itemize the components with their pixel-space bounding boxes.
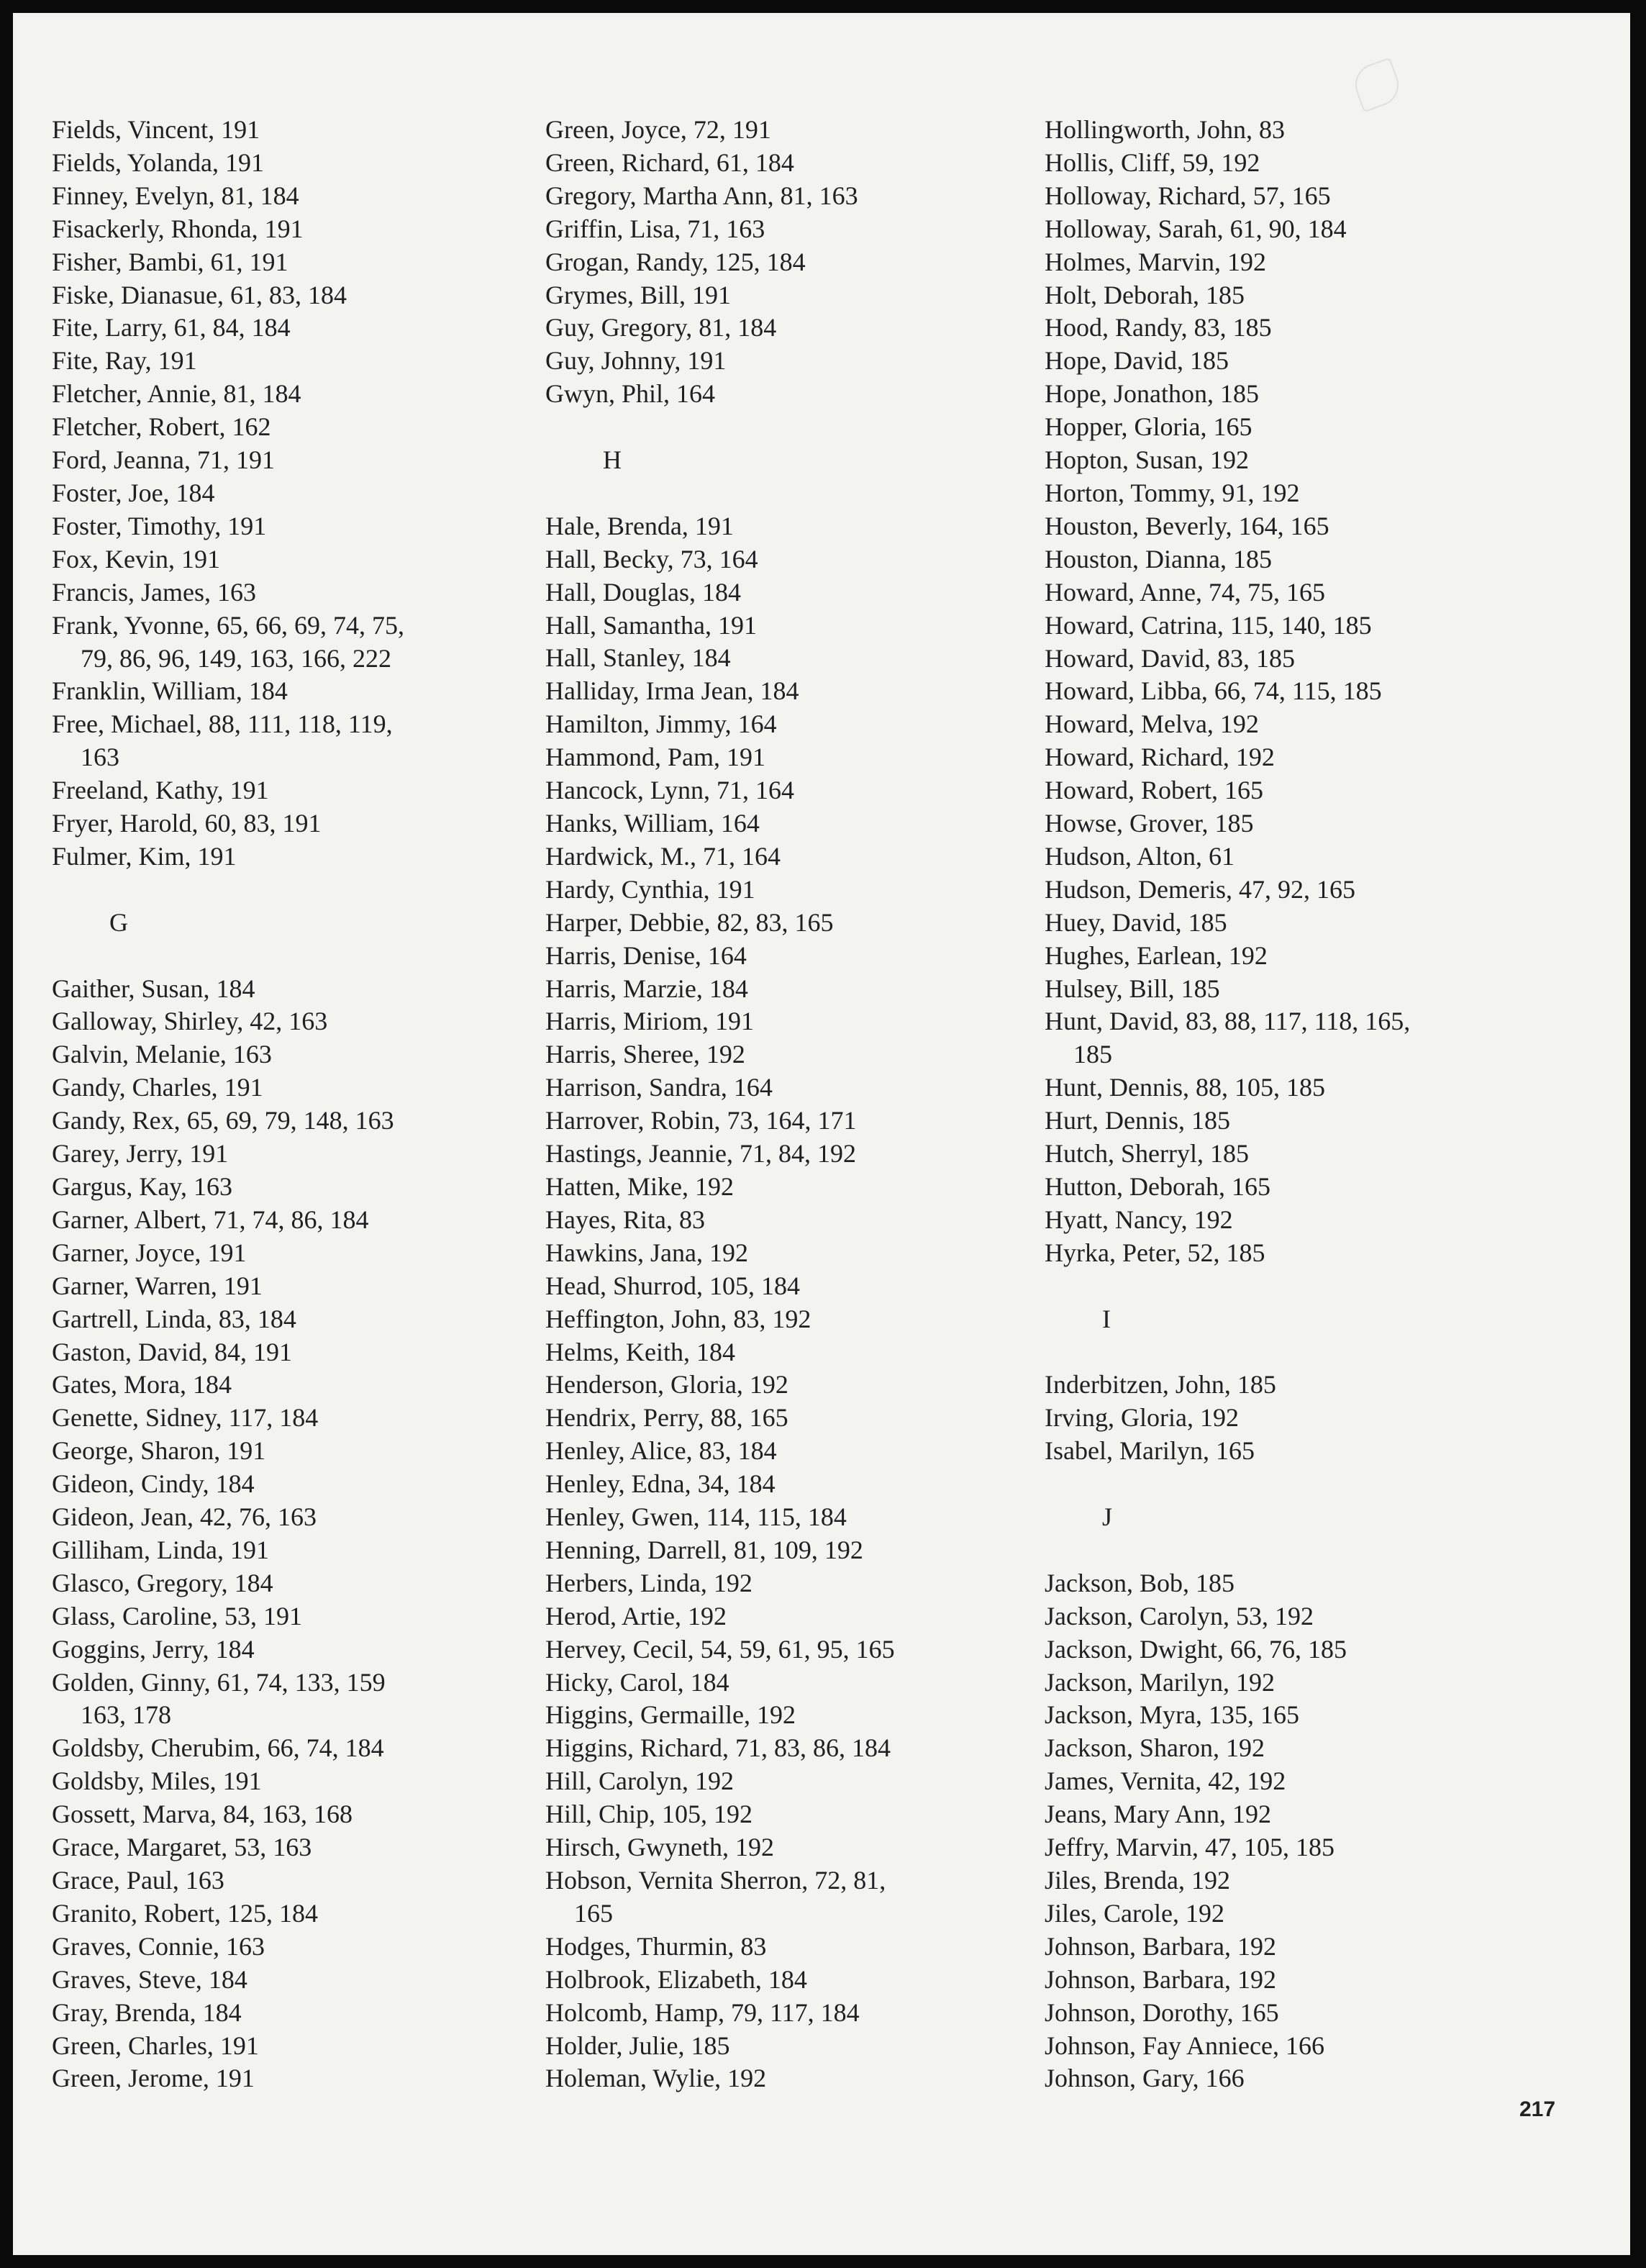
index-entry: Harrover, Robin, 73, 164, 171 (545, 1106, 857, 1135)
index-entry: Grymes, Bill, 191 (545, 280, 731, 309)
index-entry: Fisackerly, Rhonda, 191 (52, 214, 304, 243)
index-entry: Grace, Margaret, 53, 163 (52, 1833, 312, 1862)
index-entry: Henley, Alice, 83, 184 (545, 1436, 777, 1466)
index-entry: Galloway, Shirley, 42, 163 (52, 1007, 328, 1036)
index-entry: Fisher, Bambi, 61, 191 (52, 247, 288, 276)
index-entry: Hall, Becky, 73, 164 (545, 544, 758, 573)
index-entry: Harrison, Sandra, 164 (545, 1073, 773, 1102)
index-entry: Johnson, Dorothy, 165 (1045, 1997, 1279, 2027)
index-entry: Hope, Jonathon, 185 (1045, 379, 1259, 409)
index-entry: Garey, Jerry, 191 (52, 1139, 229, 1169)
index-entry: Green, Charles, 191 (52, 2031, 259, 2060)
index-entry: Higgins, Richard, 71, 83, 86, 184 (545, 1733, 891, 1763)
index-entry: Howard, Catrina, 115, 140, 185 (1045, 610, 1372, 640)
index-entry: Gaston, David, 84, 191 (52, 1337, 292, 1366)
section-letter: G (109, 907, 128, 937)
index-entry: Jiles, Carole, 192 (1045, 1898, 1224, 1928)
index-entry: Hayes, Rita, 83 (545, 1205, 705, 1234)
index-entry: Johnson, Gary, 166 (1045, 2064, 1245, 2093)
index-entry: Gandy, Charles, 191 (52, 1073, 263, 1102)
index-entry: Jackson, Myra, 135, 165 (1045, 1700, 1299, 1730)
index-entry: Howard, Melva, 192 (1045, 709, 1259, 739)
index-entry: Hudson, Demeris, 47, 92, 165 (1045, 874, 1355, 904)
index-entry: Hendrix, Perry, 88, 165 (545, 1403, 788, 1433)
index-entry: Garner, Joyce, 191 (52, 1238, 247, 1267)
index-entry: Hill, Carolyn, 192 (545, 1766, 734, 1796)
index-entry: Gregory, Martha Ann, 81, 163 (545, 181, 858, 210)
index-entry: Hyrka, Peter, 52, 185 (1045, 1238, 1265, 1267)
index-entry: Johnson, Fay Anniece, 166 (1045, 2031, 1324, 2060)
index-entry: Harper, Debbie, 82, 83, 165 (545, 907, 834, 937)
index-entry: Howard, Robert, 165 (1045, 776, 1263, 805)
index-entry: Hodges, Thurmin, 83 (545, 1931, 767, 1961)
index-entry: Hanks, William, 164 (545, 809, 760, 838)
index-entry: Hobson, Vernita Sherron, 72, 81, (545, 1866, 886, 1895)
index-page (13, 13, 1630, 2255)
index-entry: Grace, Paul, 163 (52, 1866, 224, 1895)
index-entry: Guy, Johnny, 191 (545, 346, 727, 376)
index-entry: Herbers, Linda, 192 (545, 1568, 752, 1597)
index-entry: George, Sharon, 191 (52, 1436, 266, 1466)
index-entry: Ford, Jeanna, 71, 191 (52, 445, 275, 475)
section-letter: I (1102, 1304, 1111, 1333)
index-entry: Hulsey, Bill, 185 (1045, 974, 1220, 1003)
index-entry: Fields, Vincent, 191 (52, 115, 260, 144)
index-entry: Green, Joyce, 72, 191 (545, 115, 771, 144)
index-entry: Hunt, David, 83, 88, 117, 118, 165, (1045, 1007, 1411, 1036)
index-entry: Harris, Denise, 164 (545, 940, 747, 970)
index-entry: Jackson, Carolyn, 53, 192 (1045, 1601, 1314, 1630)
index-entry: Fulmer, Kim, 191 (52, 841, 237, 871)
index-entry: Gwyn, Phil, 164 (545, 379, 716, 409)
index-entry: Harris, Marzie, 184 (545, 974, 748, 1003)
index-entry: Genette, Sidney, 117, 184 (52, 1403, 319, 1433)
index-entry: Howse, Grover, 185 (1045, 809, 1254, 838)
index-entry: Gaither, Susan, 184 (52, 974, 255, 1003)
index-entry: Free, Michael, 88, 111, 118, 119, (52, 709, 393, 739)
index-entry: Harris, Sheree, 192 (545, 1040, 745, 1069)
index-entry: Irving, Gloria, 192 (1045, 1403, 1239, 1433)
index-entry: Hunt, Dennis, 88, 105, 185 (1045, 1073, 1325, 1102)
index-entry: Glass, Caroline, 53, 191 (52, 1601, 302, 1630)
index-entry: Holloway, Richard, 57, 165 (1045, 181, 1331, 210)
index-entry: Frank, Yvonne, 65, 66, 69, 74, 75, (52, 610, 405, 640)
index-entry: Galvin, Melanie, 163 (52, 1040, 272, 1069)
index-entry: Jackson, Sharon, 192 (1045, 1733, 1265, 1763)
index-entry: Fields, Yolanda, 191 (52, 148, 265, 177)
index-column-3 (1045, 114, 1505, 2095)
index-entry: Hopper, Gloria, 165 (1045, 412, 1252, 442)
index-entry: Henley, Gwen, 114, 115, 184 (545, 1502, 847, 1532)
index-entry: Hood, Randy, 83, 185 (1045, 313, 1272, 343)
index-entry: Henderson, Gloria, 192 (545, 1370, 788, 1400)
index-entry-continuation: 79, 86, 96, 149, 163, 166, 222 (81, 643, 391, 673)
index-entry: Howard, David, 83, 185 (1045, 643, 1295, 673)
index-entry: Franklin, William, 184 (52, 676, 288, 706)
index-entry: Grogan, Randy, 125, 184 (545, 247, 806, 276)
index-entry: Hale, Brenda, 191 (545, 511, 734, 540)
index-entry-continuation: 163, 178 (81, 1700, 171, 1730)
index-entry: Hamilton, Jimmy, 164 (545, 709, 777, 739)
index-entry: Granito, Robert, 125, 184 (52, 1898, 318, 1928)
index-entry: Henning, Darrell, 81, 109, 192 (545, 1535, 863, 1564)
index-entry: Freeland, Kathy, 191 (52, 776, 269, 805)
index-entry: Holcomb, Hamp, 79, 117, 184 (545, 1997, 860, 2027)
index-entry: Green, Richard, 61, 184 (545, 148, 794, 177)
index-entry: Horton, Tommy, 91, 192 (1045, 478, 1300, 507)
index-entry: Holmes, Marvin, 192 (1045, 247, 1266, 276)
index-entry: Hutton, Deborah, 165 (1045, 1172, 1270, 1201)
index-entry: Hopton, Susan, 192 (1045, 445, 1250, 475)
index-entry: Houston, Dianna, 185 (1045, 544, 1272, 573)
index-entry: Hammond, Pam, 191 (545, 743, 765, 772)
index-entry-continuation: 185 (1073, 1040, 1112, 1069)
index-entry: Hall, Stanley, 184 (545, 643, 731, 673)
page-number: 217 (1519, 2097, 1556, 2121)
index-entry: Foster, Joe, 184 (52, 478, 215, 507)
index-entry: Johnson, Barbara, 192 (1045, 1931, 1276, 1961)
index-entry: Fryer, Harold, 60, 83, 191 (52, 809, 322, 838)
index-entry: Howard, Anne, 74, 75, 165 (1045, 577, 1325, 607)
index-entry: Golden, Ginny, 61, 74, 133, 159 (52, 1667, 386, 1697)
index-entry: Gray, Brenda, 184 (52, 1997, 242, 2027)
index-entry: Gargus, Kay, 163 (52, 1171, 232, 1201)
index-entry: Gandy, Rex, 65, 69, 79, 148, 163 (52, 1106, 394, 1135)
index-entry: Gossett, Marva, 84, 163, 168 (52, 1800, 353, 1829)
index-entry: Hutch, Sherryl, 185 (1045, 1139, 1249, 1169)
index-entry: Henley, Edna, 34, 184 (545, 1469, 776, 1499)
index-entry: Fletcher, Annie, 81, 184 (52, 379, 301, 409)
index-entry: Garner, Warren, 191 (52, 1271, 263, 1300)
section-letter: J (1102, 1502, 1113, 1532)
index-entry: Halliday, Irma Jean, 184 (545, 676, 799, 706)
index-entry: Graves, Connie, 163 (52, 1931, 265, 1961)
index-entry: Gartrell, Linda, 83, 184 (52, 1304, 296, 1333)
index-entry: Finney, Evelyn, 81, 184 (52, 181, 299, 210)
index-entry: Hyatt, Nancy, 192 (1045, 1205, 1233, 1234)
index-entry: Hirsch, Gwyneth, 192 (545, 1833, 774, 1862)
index-entry: Hurt, Dennis, 185 (1045, 1106, 1230, 1135)
index-entry: Hollis, Cliff, 59, 192 (1045, 148, 1260, 177)
index-entry: Inderbitzen, John, 185 (1045, 1370, 1276, 1400)
index-column-2 (545, 114, 1006, 2095)
index-entry: Fletcher, Robert, 162 (52, 412, 271, 442)
index-entry: Hollingworth, John, 83 (1045, 115, 1286, 144)
index-entry: Graves, Steve, 184 (52, 1964, 247, 1994)
index-entry: Hawkins, Jana, 192 (545, 1238, 748, 1267)
index-entry: Fite, Ray, 191 (52, 346, 197, 376)
index-entry: Garner, Albert, 71, 74, 86, 184 (52, 1205, 369, 1234)
index-entry: Gideon, Jean, 42, 76, 163 (52, 1502, 317, 1532)
index-entry: Hardy, Cynthia, 191 (545, 874, 755, 904)
index-entry: Fox, Kevin, 191 (52, 544, 220, 573)
index-entry: Holeman, Wylie, 192 (545, 2064, 767, 2093)
index-entry: Houston, Beverly, 164, 165 (1045, 511, 1329, 540)
index-entry: Hancock, Lynn, 71, 164 (545, 776, 794, 805)
section-letter: H (603, 445, 622, 475)
index-entry: Howard, Libba, 66, 74, 115, 185 (1045, 676, 1382, 706)
index-entry: Hastings, Jeannie, 71, 84, 192 (545, 1139, 856, 1169)
index-entry: Howard, Richard, 192 (1045, 743, 1275, 772)
index-entry: Heffington, John, 83, 192 (545, 1304, 811, 1333)
index-entry-continuation: 163 (81, 743, 119, 772)
index-entry: Huey, David, 185 (1045, 907, 1227, 937)
index-entry: Jeans, Mary Ann, 192 (1045, 1800, 1271, 1829)
index-entry: Head, Shurrod, 105, 184 (545, 1271, 800, 1300)
index-entry: Goldsby, Cherubim, 66, 74, 184 (52, 1733, 384, 1763)
index-entry: Jackson, Dwight, 66, 76, 185 (1045, 1634, 1347, 1664)
index-entry: Helms, Keith, 184 (545, 1337, 735, 1366)
index-entry: Hughes, Earlean, 192 (1045, 940, 1268, 970)
index-entry: Higgins, Germaille, 192 (545, 1700, 796, 1730)
index-column-1 (52, 114, 512, 2095)
index-entry: Holt, Deborah, 185 (1045, 280, 1245, 309)
leaf-watermark-icon (1350, 58, 1405, 113)
index-entry: Green, Jerome, 191 (52, 2064, 255, 2093)
index-entry: Hill, Chip, 105, 192 (545, 1800, 753, 1829)
index-entry: Gilliham, Linda, 191 (52, 1535, 269, 1564)
index-entry: James, Vernita, 42, 192 (1045, 1766, 1286, 1796)
index-entry: Jackson, Marilyn, 192 (1045, 1667, 1275, 1697)
index-entry: Johnson, Barbara, 192 (1045, 1964, 1276, 1994)
index-entry: Guy, Gregory, 81, 184 (545, 313, 777, 343)
index-entry: Hall, Samantha, 191 (545, 610, 757, 640)
index-entry: Hervey, Cecil, 54, 59, 61, 95, 165 (545, 1634, 895, 1664)
index-entry: Hudson, Alton, 61 (1045, 841, 1235, 871)
index-entry: Francis, James, 163 (52, 577, 256, 607)
index-entry: Goggins, Jerry, 184 (52, 1634, 255, 1664)
index-entry: Hall, Douglas, 184 (545, 577, 741, 607)
index-entry: Jackson, Bob, 185 (1045, 1568, 1234, 1597)
index-entry: Gideon, Cindy, 184 (52, 1469, 255, 1499)
index-entry: Gates, Mora, 184 (52, 1370, 232, 1400)
index-entry: Fite, Larry, 61, 84, 184 (52, 313, 291, 343)
index-entry: Fiske, Dianasue, 61, 83, 184 (52, 280, 347, 309)
index-entry: Foster, Timothy, 191 (52, 511, 267, 540)
index-entry: Glasco, Gregory, 184 (52, 1568, 273, 1597)
index-entry: Griffin, Lisa, 71, 163 (545, 214, 765, 243)
index-entry: Herod, Artie, 192 (545, 1601, 727, 1630)
index-entry: Jeffry, Marvin, 47, 105, 185 (1045, 1833, 1334, 1862)
index-entry: Hatten, Mike, 192 (545, 1171, 734, 1201)
index-entry-continuation: 165 (574, 1898, 613, 1928)
index-entry: Hardwick, M., 71, 164 (545, 841, 781, 871)
index-entry: Hope, David, 185 (1045, 346, 1229, 376)
index-entry: Holloway, Sarah, 61, 90, 184 (1045, 214, 1347, 243)
index-entry: Hicky, Carol, 184 (545, 1667, 729, 1697)
index-entry: Jiles, Brenda, 192 (1045, 1865, 1230, 1895)
index-entry: Harris, Miriom, 191 (545, 1007, 754, 1036)
index-entry: Goldsby, Miles, 191 (52, 1766, 262, 1796)
index-entry: Isabel, Marilyn, 165 (1045, 1436, 1255, 1466)
index-entry: Holbrook, Elizabeth, 184 (545, 1964, 807, 1994)
index-entry: Holder, Julie, 185 (545, 2031, 730, 2060)
